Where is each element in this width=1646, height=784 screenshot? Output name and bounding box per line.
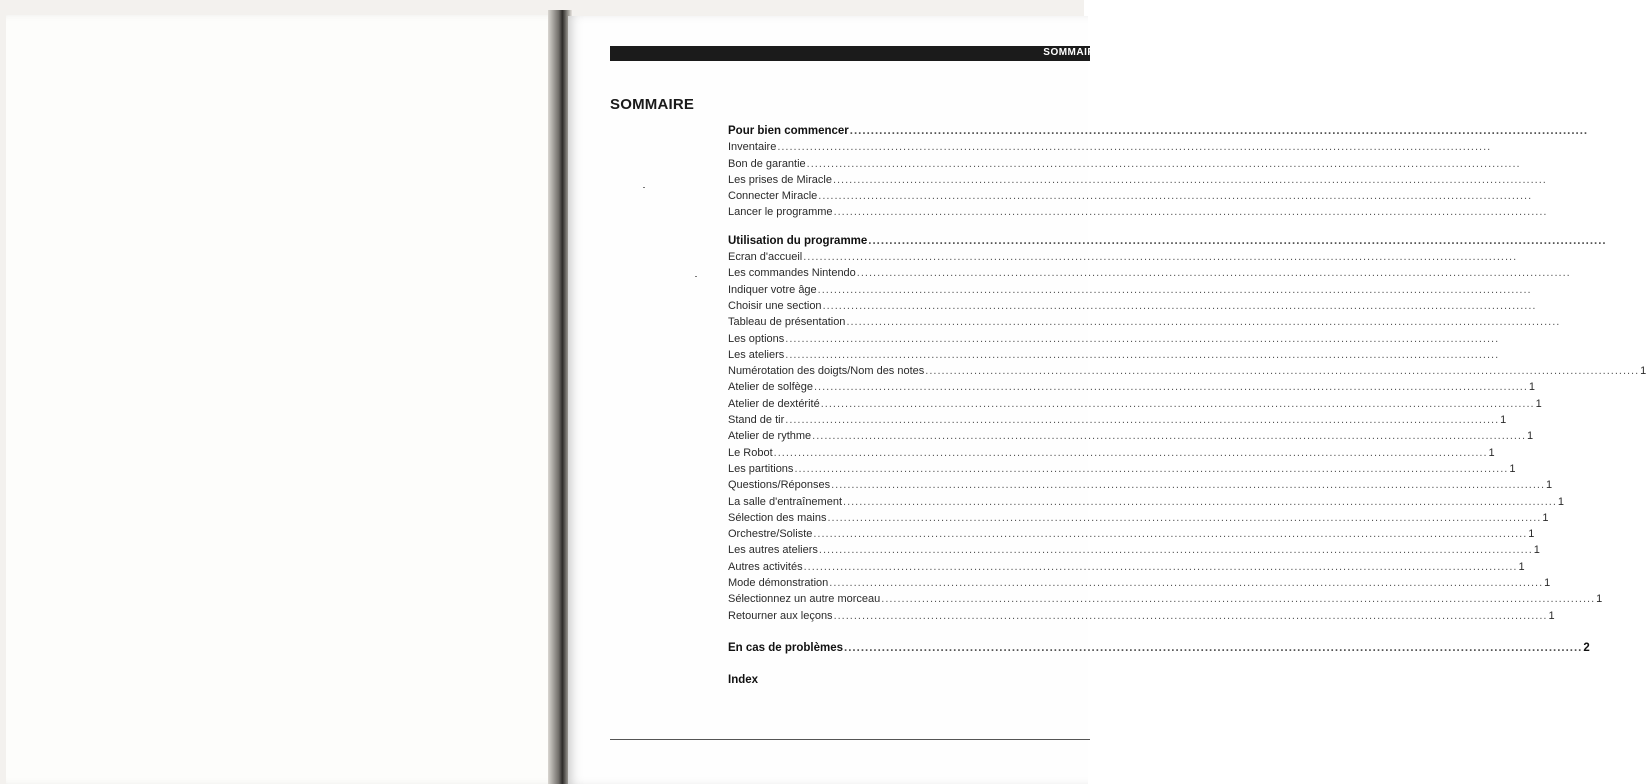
toc-entry-label: Index xyxy=(728,674,759,687)
toc-entry-label: Connecter Miracle xyxy=(728,190,818,203)
toc-entry-label: Les ateliers xyxy=(728,348,785,361)
toc-entry-label: Atelier de solfège xyxy=(728,381,813,394)
toc-dot-leader xyxy=(833,172,1547,188)
toc-dot-leader xyxy=(881,591,1595,607)
toc-entry-label: Tableau de présentation xyxy=(728,316,846,329)
toc-entry-label: Ecran d'accueil xyxy=(728,251,803,264)
toc-dot-leader xyxy=(844,640,1582,656)
toc-row xyxy=(728,363,1646,379)
toc-section-row xyxy=(728,672,1088,688)
toc-page-number: 1 xyxy=(1528,528,1535,541)
toc-row xyxy=(728,265,1088,281)
toc-entry-label: Sélection des mains xyxy=(728,511,827,524)
toc-page-number: 1 xyxy=(1548,609,1555,622)
toc-dot-leader xyxy=(827,510,1541,526)
toc-entry-label: Mode démonstration xyxy=(728,577,829,590)
toc-dot-leader xyxy=(831,477,1545,493)
header-label: SOMMAIF xyxy=(1043,47,1094,58)
toc-entry-label: Sélectionnez un autre morceau xyxy=(728,593,881,606)
toc-dot-leader xyxy=(774,445,1488,461)
toc-page-number: 1 xyxy=(1533,544,1540,557)
toc-entry-label: Les prises de Miracle xyxy=(728,173,832,186)
toc-row xyxy=(728,559,1525,575)
toc-dot-leader xyxy=(834,608,1548,624)
toc-dot-leader xyxy=(785,331,1499,347)
toc-row xyxy=(728,412,1507,428)
toc-page-number: 1 xyxy=(1557,495,1565,508)
toc-row xyxy=(728,461,1516,477)
toc-entry-label: Atelier de dextérité xyxy=(728,397,820,410)
toc-entry-label: Bon de garantie xyxy=(728,157,806,170)
toc-dot-leader xyxy=(857,265,1571,281)
toc-page-number: 1 xyxy=(1596,593,1603,606)
toc-row xyxy=(728,314,1088,330)
toc-dot-leader xyxy=(813,526,1527,542)
toc-dot-leader xyxy=(812,428,1526,444)
toc-row xyxy=(728,575,1551,591)
toc-dot-leader xyxy=(843,494,1557,510)
toc-row xyxy=(728,379,1536,395)
toc-dot-leader xyxy=(804,559,1518,575)
toc-entry-label: Les options xyxy=(728,332,785,345)
toc-page-number: 1 xyxy=(1518,560,1525,573)
toc-section-row xyxy=(728,123,1088,139)
toc-page-number: 2 xyxy=(1583,641,1590,654)
table-of-contents xyxy=(728,123,1646,689)
toc-page-number: 1 xyxy=(1527,430,1534,443)
toc-row xyxy=(728,428,1534,444)
toc-dot-leader xyxy=(777,139,1491,155)
toc-entry-label: Lancer le programme xyxy=(728,206,833,219)
toc-dot-leader xyxy=(785,347,1499,363)
toc-entry-label: Utilisation du programme xyxy=(728,234,868,247)
toc-entry-label: Les partitions xyxy=(728,462,794,475)
toc-entry-label: Stand de tir xyxy=(728,414,785,427)
toc-row xyxy=(728,608,1555,624)
toc-row xyxy=(728,526,1535,542)
toc-row xyxy=(728,542,1540,558)
toc-dot-leader xyxy=(829,575,1543,591)
toc-dot-leader xyxy=(794,461,1508,477)
toc-dot-leader xyxy=(803,249,1517,265)
toc-entry-label: Les autres ateliers xyxy=(728,544,818,557)
toc-section-row xyxy=(728,233,1088,249)
toc-entry-label: Le Robot xyxy=(728,446,773,459)
toc-dot-leader xyxy=(850,123,1588,139)
toc-row xyxy=(728,331,1088,347)
dust-speck xyxy=(643,187,645,188)
toc-row xyxy=(728,188,1088,204)
toc-entry-label: Questions/Réponses xyxy=(728,479,831,492)
toc-dot-leader xyxy=(846,314,1560,330)
left-blank-page xyxy=(6,15,562,784)
toc-dot-leader xyxy=(834,204,1548,220)
toc-entry-label: Numérotation des doigts/Nom des notes xyxy=(728,365,925,378)
toc-entry-label: Inventaire xyxy=(728,141,777,154)
toc-entry-label: En cas de problèmes xyxy=(728,641,844,654)
toc-dot-leader xyxy=(823,298,1537,314)
toc-row xyxy=(728,249,1088,265)
toc-entry-label: La salle d'entraînement xyxy=(728,495,843,508)
toc-dot-leader xyxy=(868,233,1606,249)
toc-entry-label: Retourner aux leçons xyxy=(728,609,833,622)
toc-entry-label: Les commandes Nintendo xyxy=(728,267,856,280)
toc-entry-label: Autres activités xyxy=(728,560,803,573)
toc-row xyxy=(728,494,1565,510)
toc-page-number: 1 xyxy=(1488,446,1495,459)
toc-row xyxy=(728,445,1495,461)
toc-entry-label: Orchestre/Soliste xyxy=(728,528,813,541)
toc-row xyxy=(728,204,1088,220)
toc-row xyxy=(728,282,1088,298)
toc-page-number: 1 xyxy=(1544,577,1551,590)
toc-row xyxy=(728,347,1088,363)
toc-dot-leader xyxy=(925,363,1639,379)
toc-row xyxy=(728,510,1549,526)
toc-page-number: 1 xyxy=(1640,365,1646,378)
header-bar xyxy=(610,46,1094,61)
toc-row xyxy=(728,139,1088,155)
toc-dot-leader xyxy=(819,542,1533,558)
toc-entry-label: Atelier de rythme xyxy=(728,430,812,443)
toc-row xyxy=(728,591,1603,607)
toc-row xyxy=(728,396,1542,412)
bottom-rule xyxy=(610,739,1090,740)
toc-dot-leader xyxy=(821,396,1535,412)
page-title: SOMMAIRE xyxy=(610,96,695,113)
right-contents-page xyxy=(568,16,1646,784)
toc-page-number: 1 xyxy=(1500,414,1507,427)
toc-row xyxy=(728,156,1088,172)
toc-dot-leader xyxy=(785,412,1499,428)
toc-row xyxy=(728,172,1088,188)
toc-dot-leader xyxy=(814,379,1528,395)
toc-section-row xyxy=(728,640,1590,656)
toc-dot-leader xyxy=(818,282,1532,298)
toc-row xyxy=(728,298,1088,314)
toc-page-number: 1 xyxy=(1535,397,1542,410)
dust-speck xyxy=(695,276,697,277)
toc-dot-leader xyxy=(818,188,1532,204)
toc-entry-label: Choisir une section xyxy=(728,299,822,312)
toc-row xyxy=(728,477,1553,493)
toc-entry-label: Indiquer votre âge xyxy=(728,283,817,296)
toc-dot-leader xyxy=(807,156,1521,172)
toc-page-number: 1 xyxy=(1509,462,1516,475)
toc-page-number: 1 xyxy=(1528,381,1536,394)
toc-page-number: 1 xyxy=(1542,511,1549,524)
toc-entry-label: Pour bien commencer xyxy=(728,125,849,137)
toc-page-number: 1 xyxy=(1546,479,1553,492)
